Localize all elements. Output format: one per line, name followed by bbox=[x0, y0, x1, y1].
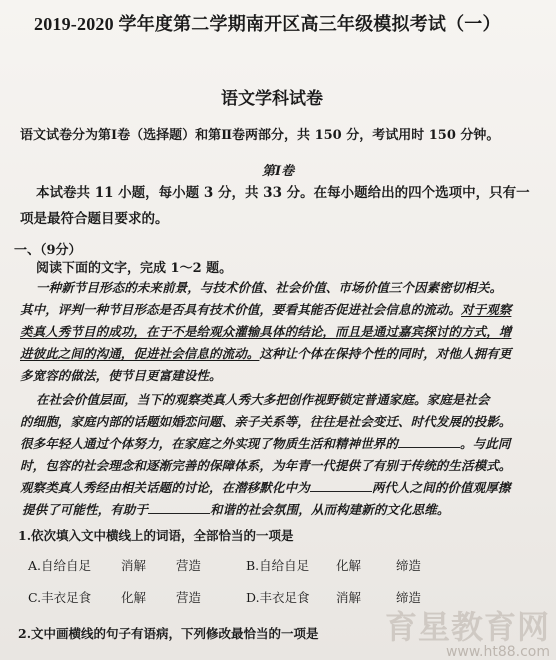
passage-line bbox=[20, 300, 511, 318]
underlined-sentence: 进彼此之间的沟通，促进社会信息的流动。 bbox=[20, 346, 260, 361]
passage-text: 其中，评判一种节目形态是否具有技术价值，要看其能否促进社会信息的流动。 bbox=[20, 302, 462, 317]
passage-text: 很多年轻人通过个体努力，在家庭之外实现了物质生活和精神世界的 bbox=[20, 436, 399, 451]
exam-intro: 语文试卷分为第Ⅰ卷（选择题）和第Ⅱ卷两部分，共 150 分，考试用时 150 分钟。 bbox=[20, 128, 500, 143]
fill-blank-2 bbox=[310, 481, 372, 492]
passage-line: 时，包容的社会理念和逐渐完善的保障体系，为年青一代提供了有别于传统的生活模式。 bbox=[20, 458, 512, 473]
option-b-word1: B.自给自足 bbox=[246, 558, 310, 573]
underlined-sentence: 在于不是给观众灌输具体的结论，而且是通过嘉宾探讨的方式，增 bbox=[146, 324, 512, 339]
passage-line bbox=[20, 434, 510, 452]
option-c-word2: 化解 bbox=[121, 590, 147, 605]
option-d-word1: D.丰衣足食 bbox=[246, 590, 310, 605]
passage-line: 在社会价值层面，当下的观察类真人秀大多把创作视野锁定普通家庭。家庭是社会 bbox=[36, 392, 490, 407]
passage-text: 提供了可能性，有助于 bbox=[22, 502, 149, 517]
part-instruction-line1: 本试卷共 11 小题，每小题 3 分，共 33 分。在每小题给出的四个选项中，只有一 bbox=[36, 185, 530, 201]
exam-title: 2019-2020 学年度第二学期南开区高三年级模拟考试（一） bbox=[34, 14, 501, 34]
option-a-word3: 营造 bbox=[176, 558, 202, 573]
fill-blank-3 bbox=[148, 503, 210, 514]
passage-line bbox=[22, 500, 449, 518]
passage-line: 的细胞，家庭内部的话题如婚恋问题、亲子关系等，往往是社会变迁、时代发展的投影。 bbox=[20, 414, 512, 429]
option-a-word1: A.自给自足 bbox=[28, 558, 92, 573]
question-2-stem: 2.文中画横线的句子有语病，下列修改最恰当的一项是 bbox=[18, 626, 319, 641]
option-b-word2: 化解 bbox=[336, 558, 362, 573]
question-1-stem: 1.依次填入文中横线上的词语，全部恰当的一项是 bbox=[18, 528, 294, 543]
exam-subtitle: 语文学科试卷 bbox=[221, 89, 323, 109]
fill-blank-1 bbox=[398, 437, 460, 448]
option-d-word2: 消解 bbox=[336, 590, 362, 605]
passage-line: 一种新节目形态的未来前景，与技术价值、社会价值、市场价值三个因素密切相关。 bbox=[36, 280, 503, 295]
part-label: 第Ⅰ卷 bbox=[262, 164, 295, 179]
option-d-word3: 缔造 bbox=[396, 590, 422, 605]
passage-line bbox=[20, 344, 511, 362]
passage-text: 这种让个体在保持个性的同时，对他人拥有更 bbox=[259, 346, 512, 361]
watermark-brand: 育星教育网 bbox=[384, 608, 550, 646]
option-a-word2: 消解 bbox=[121, 558, 147, 573]
section-heading: 一、（9分） bbox=[14, 243, 82, 258]
passage-line bbox=[20, 322, 511, 340]
option-c-word3: 营造 bbox=[176, 590, 202, 605]
option-c-word1: C.丰衣足食 bbox=[28, 590, 92, 605]
section-instruction: 阅读下面的文字，完成 1～2 题。 bbox=[36, 261, 233, 276]
passage-line bbox=[20, 478, 510, 496]
passage-line: 多宽容的做法，使节目更富建设性。 bbox=[20, 368, 222, 383]
option-b-word3: 缔造 bbox=[396, 558, 422, 573]
watermark bbox=[385, 602, 550, 660]
watermark-url: www.ht88.com bbox=[445, 644, 550, 660]
part-instruction-line2: 项是最符合题目要求的。 bbox=[20, 211, 169, 227]
underlined-sentence: 类真人秀节目的成功， bbox=[20, 324, 147, 339]
passage-text: 两代人之间的价值观厚擦 bbox=[371, 480, 511, 495]
passage-text: 观察类真人秀经由相关话题的讨论，在潜移默化中为 bbox=[20, 480, 310, 495]
underlined-sentence: 对于观察 bbox=[461, 302, 512, 317]
passage-text: 。与此同 bbox=[460, 436, 511, 451]
passage-text: 和谐的社会氛围，从而构建新的文化思维。 bbox=[210, 502, 450, 517]
